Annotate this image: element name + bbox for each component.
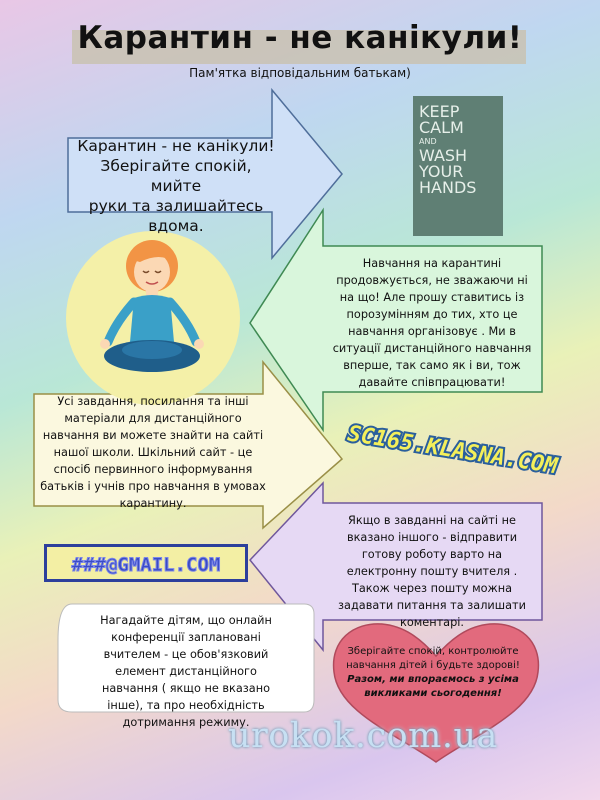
block2-line: продовжується, не зважаючи ні bbox=[336, 274, 528, 287]
keep-calm-line-3: AND bbox=[419, 137, 437, 146]
keep-calm-line-1: KEEP bbox=[419, 102, 460, 121]
quarantine-message bbox=[76, 136, 276, 236]
email-badge bbox=[44, 544, 248, 582]
school-site-message bbox=[38, 393, 268, 512]
block1-line: руки та залишайтесь bbox=[88, 197, 264, 215]
heart-bold-line: викликами сьогодення! bbox=[364, 688, 502, 699]
block4-line: задавати питання та залишати bbox=[338, 599, 526, 612]
block5-line: дотримання режиму. bbox=[122, 716, 250, 729]
block5-line: вчителем - це обов'язковий bbox=[103, 648, 269, 661]
keep-calm-line-5: YOUR bbox=[419, 162, 464, 181]
heart-bold-line: Разом, ми впораємось з усіма bbox=[347, 674, 519, 685]
block4-line: готову роботу варто на bbox=[361, 548, 503, 561]
learning-message bbox=[322, 255, 542, 391]
block4-line: Якщо в завданні на сайті не bbox=[348, 514, 516, 527]
heart-line: Зберігайте спокій, контролюйте bbox=[347, 646, 519, 657]
email-instructions bbox=[323, 512, 541, 631]
block2-line: Навчання на карантині bbox=[362, 257, 502, 270]
keep-calm-line-4: WASH bbox=[419, 146, 468, 165]
block5-line: Нагадайте дітям, що онлайн bbox=[100, 614, 272, 627]
block4-line: коментарі. bbox=[400, 616, 464, 629]
keep-calm-line-6: HANDS bbox=[419, 178, 477, 197]
school-site-badge bbox=[336, 397, 570, 497]
email-address: ###@GMAIL.COM bbox=[71, 554, 221, 576]
school-site-url: SC165.KLASNA.COM bbox=[345, 421, 560, 480]
block3-line: навчання ви можете знайти на сайті bbox=[42, 429, 264, 442]
block2-line: ситуації дистанційного навчання bbox=[332, 342, 532, 355]
block2-line: навчання організовує . Ми в bbox=[348, 325, 516, 338]
block3-line: Усі завдання, посилання та інші bbox=[57, 395, 249, 408]
block2-line: давайте співпрацювати! bbox=[358, 376, 506, 389]
block1-line: Зберігайте спокій, мийте bbox=[100, 157, 252, 195]
block5-line: конференції заплановані bbox=[111, 631, 261, 644]
email-badge-graphic bbox=[47, 547, 245, 579]
block5-line: елемент дистанційного bbox=[115, 665, 257, 678]
block3-line: карантину. bbox=[119, 497, 187, 510]
page-title: Карантин - не канікули! bbox=[77, 20, 523, 56]
block2-line: порозумінням до тих, хто це bbox=[346, 308, 518, 321]
block3-line: батьків і учнів про навчання в умовах bbox=[40, 480, 266, 493]
heart-message bbox=[326, 645, 540, 701]
reminder-message bbox=[66, 612, 306, 731]
keep-calm-line-2: CALM bbox=[419, 118, 464, 137]
block4-line: електронну пошту вчителя . bbox=[346, 565, 518, 578]
meditating-person-icon bbox=[88, 238, 220, 388]
block3-line: нашої школи. Шкільний сайт - це bbox=[53, 446, 253, 459]
block5-line: інше), та про необхідність bbox=[107, 699, 265, 712]
page-subtitle: Пам'ятка відповідальним батькам) bbox=[189, 66, 411, 80]
block4-line: вказано іншого - відправити bbox=[346, 531, 518, 544]
block3-line: спосіб первинного інформування bbox=[53, 463, 253, 476]
block3-line: матеріали для дистанційного bbox=[64, 412, 242, 425]
keep-calm-poster bbox=[413, 96, 503, 236]
block4-line: Також через пошту можна bbox=[351, 582, 513, 595]
block2-line: вперше, так само як і ви, тож bbox=[343, 359, 521, 372]
block2-line: на що! Але прошу ставитись із bbox=[339, 291, 525, 304]
heart-line: навчання дітей і будьте здорові! bbox=[346, 660, 520, 671]
block5-line: навчання ( якщо не вказано bbox=[101, 682, 271, 695]
block1-line: Карантин - не канікули! bbox=[77, 137, 275, 155]
watermark: urokok.com.ua bbox=[228, 716, 498, 756]
block1-line: вдома. bbox=[148, 217, 204, 235]
